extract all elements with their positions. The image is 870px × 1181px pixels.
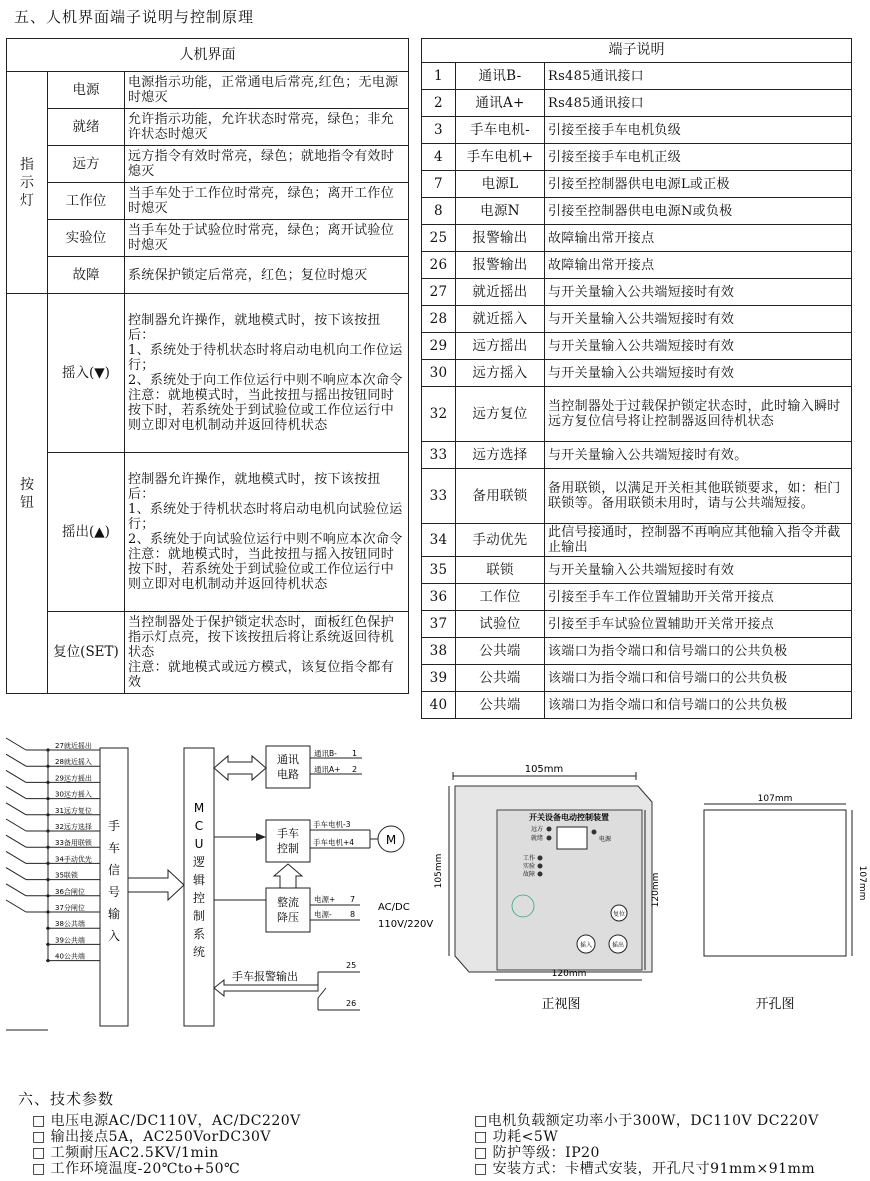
supply-type: AC/DC bbox=[378, 902, 410, 913]
hmi-row-desc: 系统保护锁定后常亮，红色；复位时熄灭 bbox=[125, 257, 409, 294]
led-label: 电源 bbox=[599, 836, 612, 843]
comm-terminal-label: 通讯A+ bbox=[314, 765, 341, 774]
input-terminal-label: 38公共端 bbox=[55, 920, 85, 929]
hmi-header: 人机界面 bbox=[7, 39, 409, 72]
terminal-desc: 与开关量输入公共端短接时有效 bbox=[545, 333, 852, 360]
terminal-row bbox=[422, 144, 852, 171]
terminal-desc: Rs485通讯接口 bbox=[545, 90, 852, 117]
tech-param: □ 安装方式：卡槽式安装，开孔尺寸91mm×91mm bbox=[474, 1161, 816, 1177]
mcu-box bbox=[184, 748, 214, 1026]
terminal-name: 通讯A+ bbox=[456, 90, 545, 117]
terminal-row bbox=[422, 198, 852, 225]
terminal-desc: 引接至接手车电机负级 bbox=[545, 117, 852, 144]
terminal-row bbox=[422, 469, 852, 524]
input-terminal-label: 29远方摇出 bbox=[55, 774, 92, 783]
front-view-caption: 正视图 bbox=[541, 997, 581, 1012]
terminal-desc: 故障输出常开接点 bbox=[545, 252, 852, 279]
terminal-name: 公共端 bbox=[456, 638, 545, 665]
terminal-number: 28 bbox=[422, 306, 456, 333]
alarm-contact bbox=[318, 988, 326, 998]
reset-button-label: 复位 bbox=[612, 911, 626, 918]
terminal-name: 公共端 bbox=[456, 665, 545, 692]
terminal-name: 手车电机+ bbox=[456, 144, 545, 171]
rack-out-button-label: 摇出 bbox=[611, 942, 625, 949]
input-terminal bbox=[6, 803, 100, 817]
terminal-desc: 该端口为指令端口和信号端口的公共负极 bbox=[545, 638, 852, 665]
tech-param: □ 工频耐压AC2.5KV/1min bbox=[32, 1145, 219, 1161]
group-label-indicator bbox=[7, 72, 48, 294]
cutout-height: 107mm bbox=[857, 865, 867, 901]
panel-display bbox=[557, 827, 587, 849]
power-box-label: 整流 bbox=[277, 896, 299, 909]
input-terminal bbox=[6, 851, 100, 865]
terminal-row bbox=[422, 90, 852, 117]
section-title: 五、人机界面端子说明与控制原理 bbox=[14, 8, 255, 26]
terminal-name: 手动优先 bbox=[456, 524, 545, 557]
input-terminal bbox=[6, 884, 100, 898]
hmi-row-desc: 当控制器处于保护锁定状态时，面板红色保护指示灯点亮，按下该按扭后将让系统返回待机状态 注意：就地模式或远方模式，该复位指令都有效 bbox=[125, 612, 409, 694]
terminal-name: 公共端 bbox=[456, 692, 545, 719]
switch-contact-icon bbox=[6, 738, 26, 750]
input-terminal-label: 40公共端 bbox=[55, 952, 85, 961]
input-terminal bbox=[6, 754, 100, 768]
hmi-row-name: 就绪 bbox=[48, 109, 125, 146]
terminal-number: 40 bbox=[422, 692, 456, 719]
led-icon bbox=[547, 827, 552, 832]
svg-text:信: 信 bbox=[107, 863, 121, 877]
front-width-top: 105mm bbox=[524, 764, 564, 775]
terminal-name: 联锁 bbox=[456, 557, 545, 584]
supply-voltage: 110V/220V bbox=[378, 919, 434, 930]
hmi-row-name: 实验位 bbox=[48, 220, 125, 257]
arrow-power-up bbox=[274, 864, 302, 888]
terminal-number: 1 bbox=[422, 63, 456, 90]
alarm-terminal-number: 26 bbox=[346, 999, 357, 1008]
power-terminal-label: 电源- bbox=[314, 910, 332, 919]
hmi-row-name: 摇入(▼) bbox=[48, 294, 125, 453]
led-label: 就绪 bbox=[530, 835, 543, 842]
comm-box-label: 电路 bbox=[277, 768, 299, 781]
terminal-name: 远方摇入 bbox=[456, 360, 545, 387]
terminal-number: 38 bbox=[422, 638, 456, 665]
cutout-view-drawing bbox=[690, 790, 865, 1018]
terminal-name: 电源N bbox=[456, 198, 545, 225]
input-terminal-label: 34手动优先 bbox=[55, 855, 92, 864]
hmi-row-name: 电源 bbox=[48, 72, 125, 109]
terminal-desc: 与开关量输入公共端短接时有效 bbox=[545, 360, 852, 387]
input-terminal bbox=[6, 787, 100, 801]
terminal-row bbox=[422, 306, 852, 333]
input-terminal bbox=[46, 952, 100, 963]
front-height-left: 105mm bbox=[434, 853, 444, 889]
switch-contact-icon bbox=[6, 884, 26, 896]
alarm-terminal-number: 25 bbox=[346, 961, 357, 970]
front-view-drawing bbox=[434, 758, 661, 1018]
terminal-row bbox=[422, 333, 852, 360]
switch-contact-icon bbox=[6, 787, 26, 799]
input-terminal-label: 39公共端 bbox=[55, 936, 85, 945]
terminal-number: 4 bbox=[422, 144, 456, 171]
front-width-bottom: 120mm bbox=[551, 969, 587, 979]
terminal-row bbox=[422, 524, 852, 557]
input-terminal-label: 31远方复位 bbox=[55, 806, 92, 815]
switch-contact-icon bbox=[6, 835, 26, 847]
terminal-number: 33 bbox=[422, 469, 456, 524]
terminal-row bbox=[422, 279, 852, 306]
front-height-right: 120mm bbox=[651, 872, 661, 908]
svg-text:号: 号 bbox=[107, 885, 121, 899]
input-terminal bbox=[46, 919, 100, 930]
input-terminal-label: 30远方摇入 bbox=[55, 790, 92, 799]
terminal-name: 就近摇入 bbox=[456, 306, 545, 333]
terminal-number: 7 bbox=[422, 171, 456, 198]
terminal-desc: 该端口为指令端口和信号端口的公共负极 bbox=[545, 665, 852, 692]
terminal-desc: 与开关量输入公共端短接时有效 bbox=[545, 306, 852, 333]
input-terminal bbox=[6, 770, 100, 784]
terminal-number: 8 bbox=[422, 198, 456, 225]
terminal-number: 36 bbox=[422, 584, 456, 611]
input-terminal-label: 37分闸位 bbox=[55, 904, 85, 912]
switch-contact-icon bbox=[6, 900, 26, 912]
mcu-box-label bbox=[193, 801, 205, 959]
hmi-row-name: 工作位 bbox=[48, 183, 125, 220]
terminal-row bbox=[422, 63, 852, 90]
input-switch-list bbox=[6, 738, 100, 1030]
terminal-number: 30 bbox=[422, 360, 456, 387]
led-label: 远方 bbox=[530, 826, 543, 833]
terminal-row bbox=[422, 225, 852, 252]
terminal-number: 25 bbox=[422, 225, 456, 252]
terminal-number: 33 bbox=[422, 442, 456, 469]
svg-text:统: 统 bbox=[192, 945, 206, 959]
hmi-row-desc: 远方指令有效时常亮，绿色；就地指令有效时熄灭 bbox=[125, 146, 409, 183]
input-terminal bbox=[6, 900, 100, 914]
motor-box-label: 手车 bbox=[277, 827, 299, 840]
hmi-row-name: 摇出(▲) bbox=[48, 453, 125, 612]
terminal-row bbox=[422, 442, 852, 469]
terminal-desc: 与开关量输入公共端短接时有效 bbox=[545, 557, 852, 584]
led-icon bbox=[592, 830, 597, 835]
terminal-name: 手车电机- bbox=[456, 117, 545, 144]
hmi-row-desc: 允许指示功能，允许状态时常亮，绿色；非允许状态时熄灭 bbox=[125, 109, 409, 146]
terminal-number: 2 bbox=[422, 90, 456, 117]
svg-text:U: U bbox=[194, 837, 204, 851]
terminal-desc: 引接至控制器供电电源N或负极 bbox=[545, 198, 852, 225]
motor-box-label: 控制 bbox=[277, 842, 299, 855]
terminal-name: 电源L bbox=[456, 171, 545, 198]
group-label-text: 按钮 bbox=[20, 476, 34, 511]
arrow-to-mcu bbox=[128, 870, 184, 900]
hmi-row-desc: 当手车处于试验位时常亮，绿色；离开试验位时熄灭 bbox=[125, 220, 409, 257]
power-box-label: 降压 bbox=[277, 911, 299, 924]
power-box bbox=[266, 888, 310, 932]
signal-input-box-label bbox=[108, 819, 120, 943]
terminal-number: 29 bbox=[422, 333, 456, 360]
svg-text:入: 入 bbox=[107, 929, 121, 943]
svg-text:手: 手 bbox=[107, 819, 121, 833]
input-terminal-label: 27就近摇出 bbox=[55, 742, 92, 750]
group-label-button bbox=[7, 294, 48, 694]
motor-symbol: M bbox=[385, 833, 397, 847]
motor-terminal-label: 手车电机-3 bbox=[313, 820, 351, 829]
rack-in-button-label: 摇入 bbox=[579, 942, 593, 949]
comm-box-label: 通讯 bbox=[277, 753, 299, 766]
led-label: 工作 bbox=[522, 855, 535, 862]
input-terminal-label: 28就近摇入 bbox=[55, 758, 92, 767]
terminal-name: 试验位 bbox=[456, 611, 545, 638]
hmi-row-desc: 控制器允许操作，就地模式时，按下该按扭后： 1、系统处于待机状态时将启动电机向工作位运行； 2、系统处于向工作位运行中则不响应本次命令 注意：就地模式时，当此按扭与摇出按钮同时按下时，若系统处于到试验位或工作位运行中则立即对电机制动并返回待机状态 bbox=[125, 294, 409, 453]
input-terminal-label: 32远方选择 bbox=[55, 823, 92, 831]
input-terminal bbox=[6, 835, 100, 849]
switch-contact-icon bbox=[6, 868, 26, 880]
terminal-number: 37 bbox=[422, 611, 456, 638]
terminal-row bbox=[422, 360, 852, 387]
input-terminal-label: 33备用联锁 bbox=[55, 839, 92, 848]
terminal-row bbox=[422, 638, 852, 665]
terminal-name: 远方复位 bbox=[456, 387, 545, 442]
control-diagram bbox=[0, 730, 445, 1050]
terminal-row bbox=[422, 557, 852, 584]
panel-title: 开关设备电动控制装置 bbox=[529, 813, 609, 822]
terminal-desc: 故障输出常开接点 bbox=[545, 225, 852, 252]
terminal-desc: 备用联锁，以满足开关柜其他联锁要求，如：柜门联锁等。备用联锁未用时，请与公共端短接。 bbox=[545, 469, 852, 524]
switch-contact-icon bbox=[6, 819, 26, 831]
hmi-row-name: 故障 bbox=[48, 257, 125, 294]
terminal-desc: Rs485通讯接口 bbox=[545, 63, 852, 90]
arrow-motor-head bbox=[256, 833, 266, 841]
input-terminal-label: 36合闸位 bbox=[55, 887, 85, 896]
comm-terminal-number: 1 bbox=[352, 749, 358, 758]
tech-param: □ 功耗<5W bbox=[474, 1129, 559, 1145]
input-terminal bbox=[6, 819, 100, 833]
power-terminal-label: 电源+ bbox=[314, 895, 336, 904]
tech-param: □ 工作环境温度-20℃to+50℃ bbox=[32, 1161, 241, 1177]
svg-text:M: M bbox=[193, 801, 205, 815]
hmi-row-name: 复位(SET) bbox=[48, 612, 125, 694]
terminal-row bbox=[422, 252, 852, 279]
comm-terminal-number: 2 bbox=[352, 765, 358, 774]
svg-text:制: 制 bbox=[192, 909, 206, 923]
terminal-number: 27 bbox=[422, 279, 456, 306]
motor-terminal-label: 手车电机+4 bbox=[313, 838, 355, 847]
cutout-outline bbox=[704, 810, 846, 956]
input-terminal-label: 35联锁 bbox=[55, 871, 78, 880]
terminal-number: 39 bbox=[422, 665, 456, 692]
svg-text:辑: 辑 bbox=[192, 873, 206, 887]
led-icon bbox=[538, 872, 543, 877]
svg-text:C: C bbox=[194, 819, 204, 833]
svg-text:车: 车 bbox=[107, 841, 121, 855]
terminal-desc: 引接至手车工作位置辅助开关常开接点 bbox=[545, 584, 852, 611]
input-terminal bbox=[6, 738, 100, 752]
tech-title: 六、技术参数 bbox=[18, 1090, 115, 1108]
terminal-name: 工作位 bbox=[456, 584, 545, 611]
terminal-name: 远方摇出 bbox=[456, 333, 545, 360]
led-label: 故障 bbox=[522, 871, 535, 878]
terminal-row bbox=[422, 692, 852, 719]
terminal-desc: 该端口为指令端口和信号端口的公共负极 bbox=[545, 692, 852, 719]
cutout-width: 107mm bbox=[757, 794, 793, 804]
group-label-text: 指示灯 bbox=[20, 156, 34, 209]
svg-text:系: 系 bbox=[192, 927, 206, 941]
terminal-number: 34 bbox=[422, 524, 456, 557]
terminal-name: 通讯B- bbox=[456, 63, 545, 90]
terminal-desc: 引接至接手车电机正级 bbox=[545, 144, 852, 171]
comm-terminal-label: 通讯B- bbox=[314, 749, 337, 758]
hmi-table bbox=[6, 38, 409, 694]
terminal-name: 备用联锁 bbox=[456, 469, 545, 524]
terminal-name: 报警输出 bbox=[456, 225, 545, 252]
terminal-desc: 当控制器处于过载保护锁定状态时，此时输入瞬时远方复位信号将让控制器返回待机状态 bbox=[545, 387, 852, 442]
power-terminal-number: 8 bbox=[350, 910, 356, 919]
led-label: 实验 bbox=[522, 863, 535, 870]
tech-param: □ 电压电源AC/DC110V，AC/DC220V bbox=[32, 1113, 301, 1129]
arrow-comm bbox=[214, 756, 266, 780]
terminal-header: 端子说明 bbox=[422, 39, 852, 63]
terminal-name: 就近摇出 bbox=[456, 279, 545, 306]
terminal-desc: 引接至控制器供电电源L或正极 bbox=[545, 171, 852, 198]
cutout-view-caption: 开孔图 bbox=[755, 997, 795, 1012]
led-icon bbox=[538, 856, 543, 861]
hmi-row-name: 远方 bbox=[48, 146, 125, 183]
led-icon bbox=[547, 836, 552, 841]
terminal-name: 报警输出 bbox=[456, 252, 545, 279]
terminal-row bbox=[422, 387, 852, 442]
hmi-row-desc: 电源指示功能，正常通电后常亮,红色；无电源时熄灭 bbox=[125, 72, 409, 109]
hmi-row-desc: 当手车处于工作位时常亮，绿色；离开工作位时熄灭 bbox=[125, 183, 409, 220]
terminal-row bbox=[422, 117, 852, 144]
svg-text:控: 控 bbox=[192, 891, 206, 905]
power-terminal-number: 7 bbox=[350, 895, 356, 904]
terminal-row bbox=[422, 665, 852, 692]
switch-contact-icon bbox=[6, 770, 26, 782]
terminal-desc: 与开关量输入公共端短接时有效 bbox=[545, 279, 852, 306]
led-icon bbox=[538, 864, 543, 869]
terminal-number: 3 bbox=[422, 117, 456, 144]
terminal-name: 远方选择 bbox=[456, 442, 545, 469]
alarm-label: 手车报警输出 bbox=[232, 970, 298, 983]
input-terminal bbox=[46, 935, 100, 946]
svg-text:输: 输 bbox=[107, 907, 121, 921]
tech-param: □ 防护等级：IP20 bbox=[474, 1145, 600, 1161]
tech-param: □ 输出接点5A，AC250VorDC30V bbox=[32, 1129, 272, 1145]
switch-contact-icon bbox=[6, 754, 26, 766]
terminal-row bbox=[422, 584, 852, 611]
terminal-number: 32 bbox=[422, 387, 456, 442]
tech-param: □电机负载额定功率小于300W，DC110V DC220V bbox=[474, 1113, 819, 1129]
hmi-row-desc: 控制器允许操作，就地模式时，按下该按扭后： 1、系统处于待机状态时将启动电机向试验位运行； 2、系统处于向试验位运行中则不响应本次命令 注意：就地模式时，当此按扭与摇入按钮同时按下时，若系统处于到试验位或工作位运行中则立即对电机制动并返回待机状态 bbox=[125, 453, 409, 612]
switch-contact-icon bbox=[6, 803, 26, 815]
terminal-number: 35 bbox=[422, 557, 456, 584]
svg-text:逻: 逻 bbox=[192, 855, 206, 869]
terminal-row bbox=[422, 171, 852, 198]
terminal-row bbox=[422, 611, 852, 638]
switch-contact-icon bbox=[6, 851, 26, 863]
terminal-desc: 此信号接通时，控制器不再响应其他输入指令并截止输出 bbox=[545, 524, 852, 557]
terminal-desc: 与开关量输入公共端短接时有效。 bbox=[545, 442, 852, 469]
input-terminal bbox=[6, 868, 100, 882]
terminal-desc: 引接至手车试验位置辅助开关常开接点 bbox=[545, 611, 852, 638]
terminal-number: 26 bbox=[422, 252, 456, 279]
terminal-table bbox=[421, 38, 852, 719]
